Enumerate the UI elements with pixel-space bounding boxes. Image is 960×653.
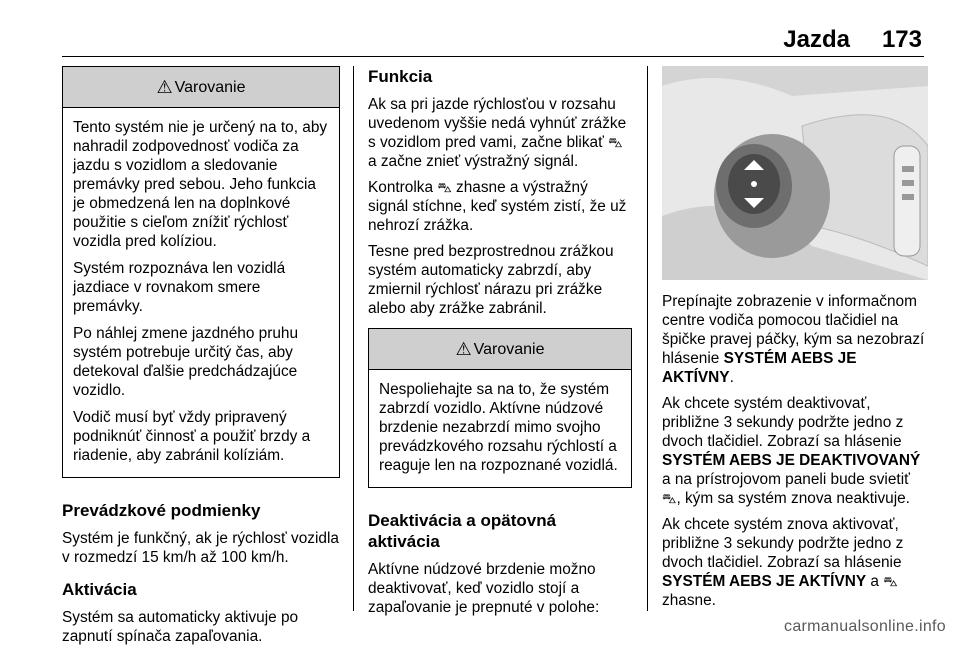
section-heading: Funkcia	[368, 67, 433, 86]
column-divider	[647, 66, 648, 611]
warning-paragraph: Tento systém nie je určený na to, aby nahradil zodpovednosť vodiča za jazdu s vozidlom a sledovanie premávky pred sebou. Jeho funkcia je obmedzená len na doplnkové použitie s cieľom znížiť rýchlosť vozidla pred kolíziou.	[73, 119, 328, 250]
section-text: Ak chcete systém znova aktivovať, približne 3 sekundy podržte jedno z dvoch tlačidiel. Zobrazí sa hlásenie SYSTÉM AEBS JE AKTÍVNY a ⛍ zhasne.	[662, 516, 904, 609]
warning-body	[369, 370, 631, 487]
warning-triangle-icon: ⚠	[156, 76, 173, 97]
section-text: Ak sa pri jazde rýchlosťou v rozsahu uvedenom vyššie nedá vyhnúť zrážke s vozidlom pred vami, začne blikať ⛍ a začne znieť výstražný signál.	[368, 96, 627, 170]
section-text: Systém je funkčný, ak je rýchlosť vozidla v rozmedzí 15 km/h až 100 km/h.	[62, 530, 339, 566]
page-number: 173	[881, 26, 922, 53]
section-conditions	[62, 500, 340, 567]
column-3	[662, 292, 928, 617]
warning-box-1	[62, 66, 340, 478]
column-2	[368, 66, 632, 624]
watermark: carmanualsonline.info	[784, 618, 946, 635]
section-heading: Aktivácia	[62, 580, 137, 599]
column-divider	[353, 66, 354, 611]
section-text: Aktívne núdzové brzdenie možno deaktivovať, keď vozidlo stojí a zapaľovanie je prepnuté v polohe:	[368, 561, 600, 616]
warning-paragraph: Nespoliehajte sa na to, že systém zabrzdí vozidlo. Aktívne núdzové brzdenie nezabrzdí mimo svojho prevádzkového rozsahu rýchlostí a reaguje len na rozpoznané vozidlá.	[379, 381, 618, 474]
collision-warning-icon: ⛍	[608, 134, 623, 150]
header-rule	[62, 56, 924, 57]
collision-warning-icon: ⛍	[883, 573, 898, 589]
collision-warning-icon: ⛍	[662, 490, 677, 506]
warning-paragraph: Systém rozpoznáva len vozidlá jazdiace v rovnakom smere premávky.	[73, 260, 286, 315]
page-header	[0, 0, 960, 58]
warning-paragraph: Vodič musí byť vždy pripravený podniknúť činnosť a použiť brzdy a riadenie, aby zabránil kolíziám.	[73, 409, 311, 464]
warning-title: Varovanie	[174, 78, 246, 96]
chapter-title: Jazda	[783, 26, 850, 53]
lever-buttons-illustration	[662, 66, 928, 280]
section-deactivation	[368, 510, 632, 617]
message-name: SYSTÉM AEBS JE AKTÍVNY	[662, 350, 857, 386]
section-text: Kontrolka ⛍ zhasne a výstražný signál stíchne, keď systém zistí, že už nehrozí zrážka.	[368, 179, 627, 234]
section-heading: Prevádzkové podmienky	[62, 501, 261, 520]
collision-warning-icon: ⛍	[437, 179, 452, 195]
section-text: Tesne pred bezprostrednou zrážkou systém automaticky zabrzdí, aby zmiernil rýchlosť nárazu pri zrážke alebo aby zrážke zabránil.	[368, 243, 614, 317]
message-name: SYSTÉM AEBS JE DEAKTIVOVANÝ	[662, 452, 921, 469]
section-text: Prepínajte zobrazenie v informačnom centre vodiča pomocou tlačidiel na špičke pravej páčky, kým sa nezobrazí hlásenie SYSTÉM AEBS JE AKTÍVNY.	[662, 293, 925, 386]
warning-box-2	[368, 328, 632, 488]
warning-title: Varovanie	[473, 340, 545, 358]
section-activation	[62, 579, 340, 646]
section-text: Systém sa automaticky aktivuje po zapnutí spínača zapaľovania.	[62, 609, 299, 645]
section-heading: Deaktivácia a opätovná aktivácia	[368, 511, 557, 551]
warning-paragraph: Po náhlej zmene jazdného pruhu systém potrebuje určitý čas, aby detekoval ďalšie predchádzajúce vozidlo.	[73, 325, 299, 399]
warning-header	[369, 329, 631, 370]
section-text: Ak chcete systém deaktivovať, približne 3 sekundy podržte jedno z dvoch tlačidiel. Zobrazí sa hlásenie SYSTÉM AEBS JE DEAKTIVOVANÝ a na prístrojovom paneli bude svietiť ⛍, kým sa systém znova neaktivuje.	[662, 395, 921, 507]
warning-triangle-icon: ⚠	[455, 338, 472, 359]
steering-lever-figure	[662, 66, 928, 280]
column-1	[62, 66, 340, 653]
warning-body	[63, 108, 339, 477]
warning-header	[63, 67, 339, 108]
message-name: SYSTÉM AEBS JE AKTÍVNY	[662, 573, 867, 590]
